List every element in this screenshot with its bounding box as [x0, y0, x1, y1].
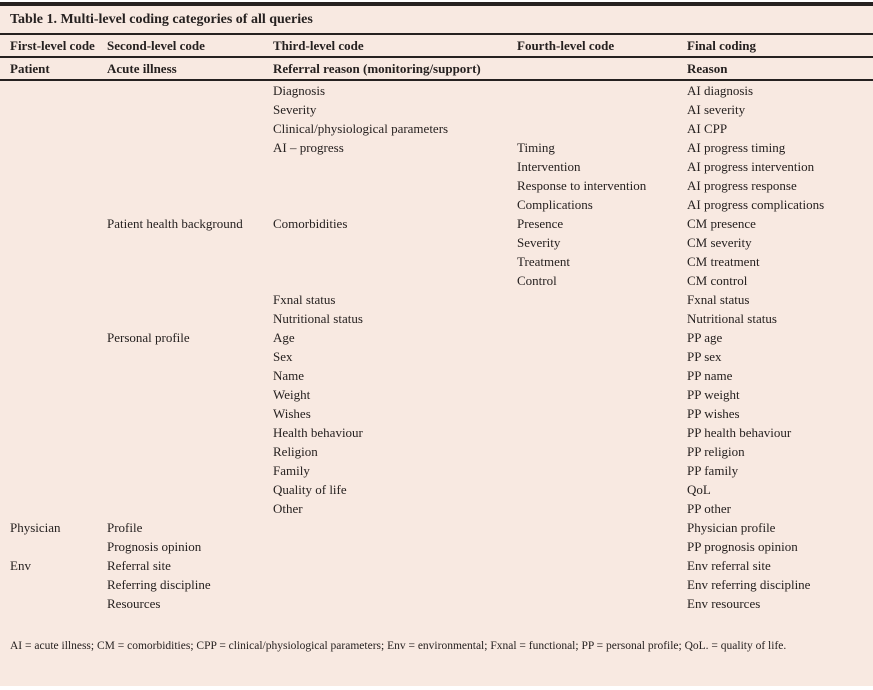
table-cell: Diagnosis: [273, 83, 325, 98]
table-row: [0, 518, 873, 537]
table-cell: [0, 499, 107, 518]
table-cell: [107, 347, 273, 366]
table-cell: [273, 594, 517, 613]
table-cell: Presence: [517, 216, 564, 231]
table-cell: [273, 537, 517, 556]
table-cell: [0, 309, 107, 328]
table-cell: [0, 252, 107, 271]
table-cell: Sex: [273, 349, 293, 364]
table-cell: [107, 290, 273, 309]
table-cell: Personal profile: [107, 330, 190, 345]
table-cell: [0, 138, 107, 157]
table-cell: [517, 537, 687, 556]
table-row: [0, 328, 873, 347]
table-cell: [0, 157, 107, 176]
table-cell: Env resources: [687, 596, 761, 611]
table-cell: [517, 518, 687, 537]
table-row: [0, 271, 873, 290]
table-cell: Physician: [10, 520, 61, 535]
table-body: [0, 57, 873, 613]
table-cell: [107, 442, 273, 461]
table-cell: Control: [517, 273, 557, 288]
column-header-first-level: First-level code: [0, 35, 107, 57]
table-row: [0, 442, 873, 461]
table-title: Table 1. Multi-level coding categories of all queries: [0, 6, 873, 35]
table-cell: [107, 80, 273, 100]
table-cell: Referral reason (monitoring/support): [273, 57, 517, 80]
table-header: [0, 35, 873, 57]
table-cell: Religion: [273, 444, 318, 459]
table-cell: CM presence: [687, 216, 756, 231]
table-cell: PP wishes: [687, 406, 740, 421]
table-row: [0, 594, 873, 613]
table-cell: [107, 100, 273, 119]
table-row: [0, 176, 873, 195]
table-cell: [107, 119, 273, 138]
table-cell: [0, 537, 107, 556]
table-cell: [517, 366, 687, 385]
table-cell: Env referring discipline: [687, 577, 811, 592]
table-cell: [0, 271, 107, 290]
table-cell: [107, 404, 273, 423]
table-cell: Timing: [517, 140, 555, 155]
table-cell: [517, 423, 687, 442]
table-cell: Nutritional status: [687, 311, 777, 326]
table-cell: [517, 100, 687, 119]
table-cell: [107, 385, 273, 404]
table-cell: PP sex: [687, 349, 722, 364]
table-cell: [107, 499, 273, 518]
table-cell: [0, 575, 107, 594]
table-cell: [107, 138, 273, 157]
table-cell: [0, 366, 107, 385]
table-cell: Response to intervention: [517, 178, 647, 193]
table-row: [0, 347, 873, 366]
table-cell: [517, 480, 687, 499]
table-cell: [0, 233, 107, 252]
table-cell: [517, 347, 687, 366]
table-row: [0, 404, 873, 423]
table-cell: PP weight: [687, 387, 740, 402]
table-cell: AI progress complications: [687, 197, 825, 212]
table-cell: Name: [273, 368, 305, 383]
table-cell: PP other: [687, 501, 731, 516]
table-cell: Intervention: [517, 159, 581, 174]
table-cell: Quality of life: [273, 482, 347, 497]
table-cell: Fxnal status: [273, 292, 336, 307]
coding-table: [0, 35, 873, 613]
table-cell: [107, 461, 273, 480]
table-cell: [517, 119, 687, 138]
table-cell: PP prognosis opinion: [687, 539, 798, 554]
table-cell: [273, 195, 517, 214]
table-cell: [0, 385, 107, 404]
table-cell: [517, 594, 687, 613]
table-row: [0, 575, 873, 594]
table-cell: [107, 252, 273, 271]
table-cell: [517, 385, 687, 404]
table-cell: Complications: [517, 197, 593, 212]
table-row: [0, 366, 873, 385]
table-cell: Weight: [273, 387, 311, 402]
table-cell: Physician profile: [687, 520, 776, 535]
table-cell: [517, 461, 687, 480]
table-cell: PP name: [687, 368, 733, 383]
table-cell: [0, 195, 107, 214]
column-header-second-level: Second-level code: [107, 35, 273, 57]
table-row: [0, 499, 873, 518]
table-cell: AI severity: [687, 102, 746, 117]
table-cell: Comorbidities: [273, 216, 348, 231]
table-cell: [107, 309, 273, 328]
table-cell: [517, 328, 687, 347]
table-cell: [517, 442, 687, 461]
table-cell: [0, 80, 107, 100]
table-cell: CM treatment: [687, 254, 760, 269]
table-row: [0, 309, 873, 328]
table-cell: [107, 176, 273, 195]
table-cell: Patient: [0, 57, 107, 80]
table-cell: [0, 480, 107, 499]
table-cell: [107, 423, 273, 442]
table-figure: [0, 2, 873, 686]
table-cell: Env referral site: [687, 558, 771, 573]
table-cell: Reason: [687, 57, 873, 80]
table-cell: [0, 328, 107, 347]
table-cell: CM control: [687, 273, 748, 288]
table-cell: [273, 252, 517, 271]
table-cell: [517, 499, 687, 518]
table-cell: Severity: [517, 235, 561, 250]
table-cell: PP health behaviour: [687, 425, 792, 440]
table-cell: [0, 404, 107, 423]
table-cell: [0, 461, 107, 480]
table-cell: [273, 556, 517, 575]
table-cell: [107, 233, 273, 252]
table-cell: Patient health background: [107, 216, 243, 231]
table-cell: [517, 57, 687, 80]
table-row: [0, 423, 873, 442]
table-cell: Clinical/physiological parameters: [273, 121, 449, 136]
table-cell: Nutritional status: [273, 311, 363, 326]
table-cell: [517, 290, 687, 309]
table-cell: PP religion: [687, 444, 745, 459]
table-cell: [0, 423, 107, 442]
table-cell: QoL: [687, 482, 711, 497]
table-cell: AI – progress: [273, 140, 344, 155]
table-cell: CM severity: [687, 235, 752, 250]
table-row: [0, 480, 873, 499]
table-cell: Treatment: [517, 254, 570, 269]
table-cell: [0, 347, 107, 366]
table-row: [0, 57, 873, 80]
table-cell: Prognosis opinion: [107, 539, 202, 554]
table-row: [0, 233, 873, 252]
table-row: [0, 385, 873, 404]
table-row: [0, 138, 873, 157]
table-cell: Profile: [107, 520, 143, 535]
table-cell: Wishes: [273, 406, 311, 421]
table-cell: AI progress timing: [687, 140, 786, 155]
table-cell: [273, 518, 517, 537]
table-row: [0, 100, 873, 119]
table-cell: [107, 271, 273, 290]
table-cell: Severity: [273, 102, 317, 117]
table-cell: Env: [10, 558, 31, 573]
table-cell: [273, 575, 517, 594]
table-cell: [517, 575, 687, 594]
table-cell: [107, 195, 273, 214]
table-row: [0, 290, 873, 309]
column-header-fourth-level: Fourth-level code: [517, 35, 687, 57]
table-cell: [107, 366, 273, 385]
table-cell: [273, 271, 517, 290]
table-cell: [517, 80, 687, 100]
table-row: [0, 157, 873, 176]
table-cell: [517, 404, 687, 423]
table-cell: [517, 309, 687, 328]
table-cell: AI CPP: [687, 121, 728, 136]
table-row: [0, 80, 873, 100]
column-header-third-level: Third-level code: [273, 35, 517, 57]
table-cell: Resources: [107, 596, 161, 611]
table-cell: [0, 119, 107, 138]
table-cell: [0, 100, 107, 119]
table-cell: Age: [273, 330, 295, 345]
column-header-final-coding: Final coding: [687, 35, 873, 57]
table-cell: [273, 176, 517, 195]
table-cell: Health behaviour: [273, 425, 363, 440]
table-row: [0, 195, 873, 214]
table-cell: [0, 214, 107, 233]
table-cell: PP age: [687, 330, 723, 345]
table-row: [0, 537, 873, 556]
table-cell: [273, 157, 517, 176]
header-row: [0, 35, 873, 57]
table-row: [0, 119, 873, 138]
table-cell: AI progress response: [687, 178, 797, 193]
table-cell: [0, 442, 107, 461]
table-cell: [107, 157, 273, 176]
table-cell: AI diagnosis: [687, 83, 754, 98]
table-cell: [0, 176, 107, 195]
table-row: [0, 461, 873, 480]
table-row: [0, 252, 873, 271]
table-cell: [273, 233, 517, 252]
table-cell: [517, 556, 687, 575]
table-cell: [107, 480, 273, 499]
table-cell: PP family: [687, 463, 739, 478]
table-cell: AI progress intervention: [687, 159, 815, 174]
table-footnote: AI = acute illness; CM = comorbidities; CPP = clinical/physiological parameters; Env = environmental; Fxnal = functional; PP = personal profile; QoL. = quality of life.: [10, 640, 787, 652]
table-cell: [0, 594, 107, 613]
table-cell: [0, 290, 107, 309]
table-row: [0, 214, 873, 233]
table-cell: Other: [273, 501, 303, 516]
table-cell: Family: [273, 463, 310, 478]
table-cell: Fxnal status: [687, 292, 750, 307]
table-cell: Referring discipline: [107, 577, 211, 592]
table-cell: Acute illness: [107, 57, 273, 80]
table-cell: Referral site: [107, 558, 171, 573]
table-row: [0, 556, 873, 575]
